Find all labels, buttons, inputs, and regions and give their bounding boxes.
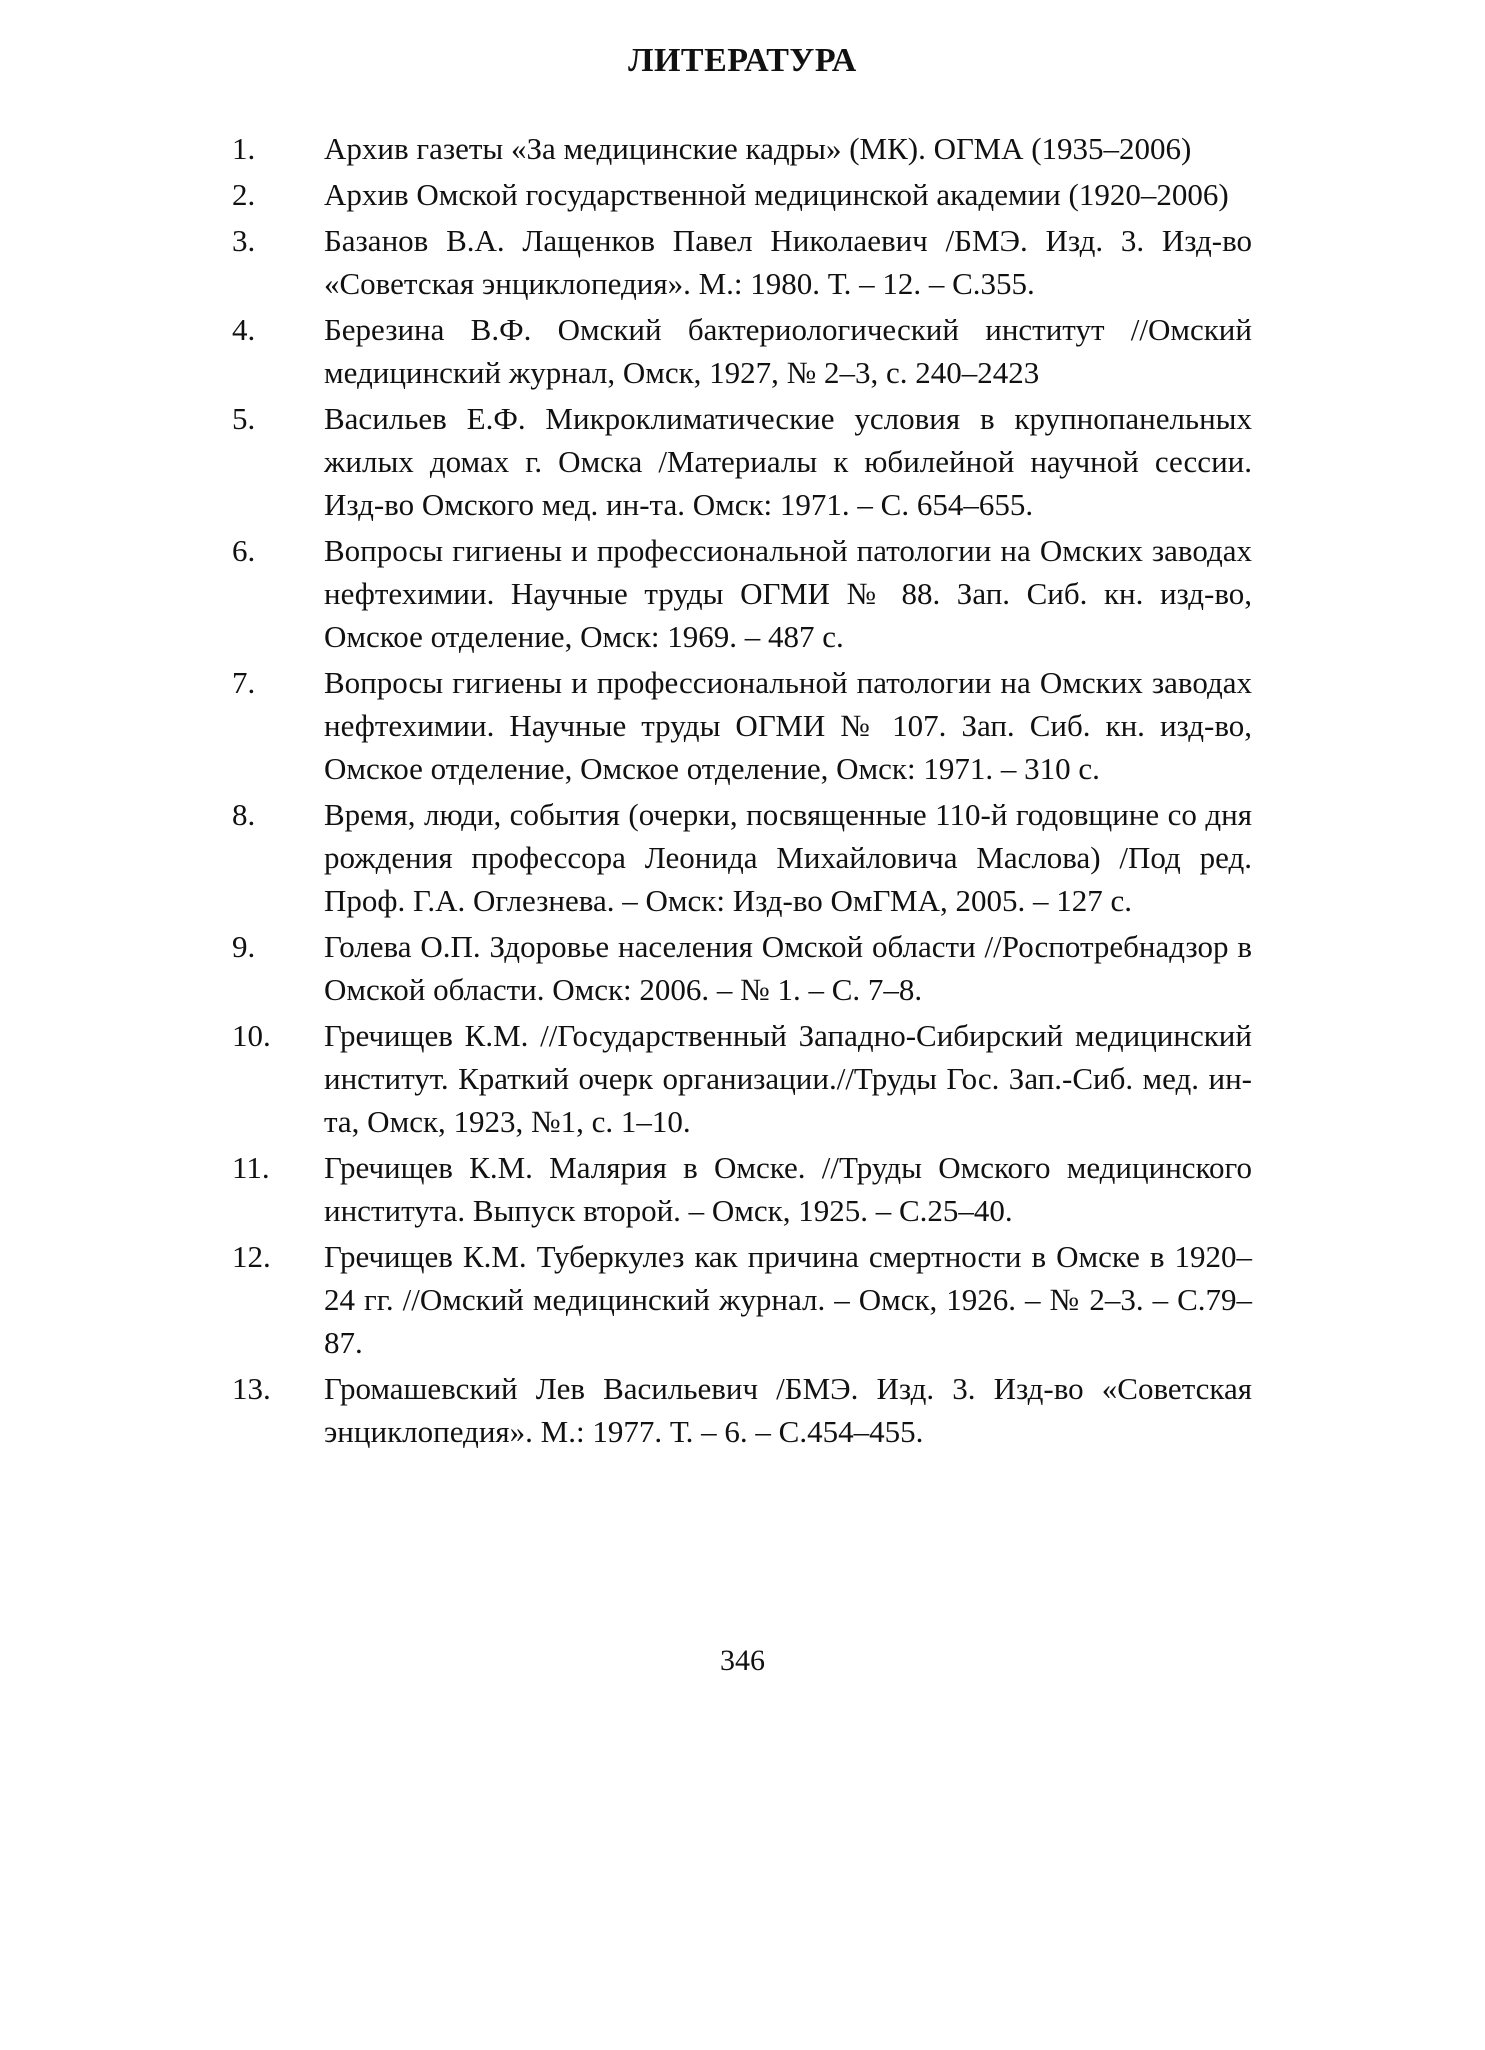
reference-text: Гречищев К.М. //Государственный Западно-Сибирский медицинский институт. Краткий очерк организации.//Труды Гос. Зап.-Сиб. мед. ин-та, Омск, 1923, №1, с. 1–10.	[324, 1018, 1252, 1139]
reference-item	[232, 1235, 1252, 1364]
reference-text: Березина В.Ф. Омский бактериологический институт //Омский медицинский журнал, Омск, 1927, № 2–3, с. 240–2423	[324, 312, 1252, 390]
reference-item	[232, 173, 1252, 216]
reference-item	[232, 661, 1252, 790]
reference-list	[232, 127, 1252, 1456]
page-number: 346	[720, 1644, 765, 1677]
reference-number: 10.	[232, 1018, 271, 1053]
reference-item	[232, 219, 1252, 305]
reference-text: Гречищев К.М. Малярия в Омске. //Труды Омского медицинского института. Выпуск второй. – Омск, 1925. – С.25–40.	[324, 1150, 1252, 1228]
reference-item	[232, 308, 1252, 394]
reference-text: Громашевский Лев Васильевич /БМЭ. Изд. 3. Изд-во «Советская энциклопедия». М.: 1977. Т. – 6. – С.454–455.	[324, 1371, 1252, 1449]
reference-number: 6.	[232, 533, 256, 568]
reference-item	[232, 127, 1252, 170]
reference-text: Архив газеты «За медицинские кадры» (МК). ОГМА (1935–2006)	[324, 131, 1192, 166]
reference-item	[232, 1014, 1252, 1143]
reference-text: Гречищев К.М. Туберкулез как причина смертности в Омске в 1920–24 гг. //Омский медицинский журнал. – Омск, 1926. – № 2–3. – С.79–87.	[324, 1239, 1252, 1360]
reference-number: 7.	[232, 665, 256, 700]
reference-item	[232, 1367, 1252, 1453]
reference-number: 3.	[232, 223, 256, 258]
reference-number: 11.	[232, 1150, 270, 1185]
reference-text: Архив Омской государственной медицинской академии (1920–2006)	[324, 177, 1229, 212]
reference-text: Васильев Е.Ф. Микроклиматические условия в крупнопанельных жилых домах г. Омска /Материалы к юбилейной научной сессии. Изд-во Омского мед. ин-та. Омск: 1971. – С. 654–655.	[324, 401, 1252, 522]
reference-text: Базанов В.А. Лащенков Павел Николаевич /БМЭ. Изд. 3. Изд-во «Советская энциклопедия». М.: 1980. Т. – 12. – С.355.	[324, 223, 1252, 301]
reference-text: Вопросы гигиены и профессиональной патологии на Омских заводах нефтехимии. Научные труды ОГМИ № 88. Зап. Сиб. кн. изд-во, Омское отделение, Омск: 1969. – 487 с.	[324, 533, 1252, 654]
reference-number: 9.	[232, 929, 256, 964]
reference-number: 1.	[232, 131, 256, 166]
reference-text: Время, люди, события (очерки, посвященные 110-й годовщине со дня рождения профессора Леонида Михайловича Маслова) /Под ред. Проф. Г.А. Оглезнева. – Омск: Изд-во ОмГМА, 2005. – 127 с.	[324, 797, 1252, 918]
reference-number: 5.	[232, 401, 256, 436]
reference-number: 8.	[232, 797, 256, 832]
reference-item	[232, 1146, 1252, 1232]
reference-item	[232, 529, 1252, 658]
page-title: ЛИТЕРАТУРА	[628, 42, 857, 79]
reference-number: 13.	[232, 1371, 271, 1406]
reference-item	[232, 925, 1252, 1011]
reference-text: Вопросы гигиены и профессиональной патологии на Омских заводах нефтехимии. Научные труды ОГМИ № 107. Зап. Сиб. кн. изд-во, Омское отделение, Омское отделение, Омск: 1971. – 310 с.	[324, 665, 1252, 786]
reference-text: Голева О.П. Здоровье населения Омской области //Роспотребнадзор в Омской области. Омск: 2006. – № 1. – С. 7–8.	[324, 929, 1252, 1007]
reference-number: 12.	[232, 1239, 271, 1274]
reference-number: 4.	[232, 312, 256, 347]
reference-item	[232, 793, 1252, 922]
reference-number: 2.	[232, 177, 256, 212]
reference-item	[232, 397, 1252, 526]
